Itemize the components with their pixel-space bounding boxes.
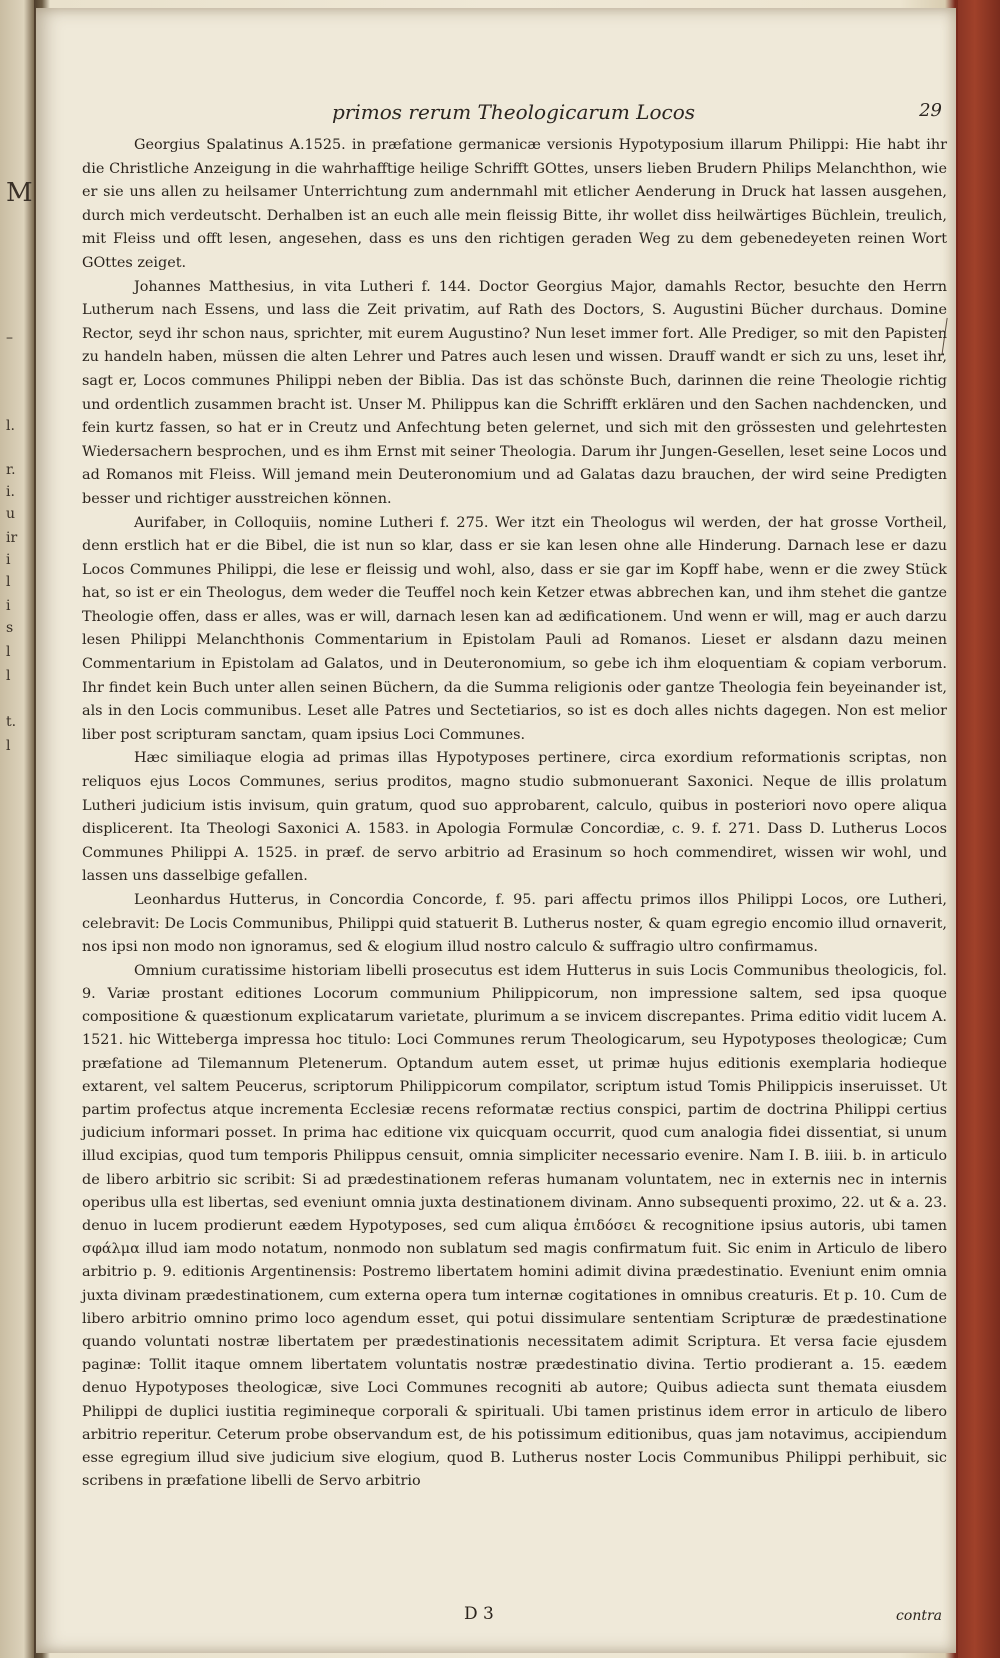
page-footer [82, 1604, 942, 1632]
facing-page-fragment: M [6, 178, 33, 208]
paragraph-saxonici: Hæc similiaque elogia ad primas illas Hypotyposes pertinere, circa exordium reformationis scriptas, non reliquos ejus Locos Communes, serius proditos, magno studio submonuerant Saxonici. Neque de illis prolatum Lutheri judicium istis invisum, quin gratum, quod suo approbarent, calculo, quibus in posteriori novo opere aliqua displicerent. Ita Theologi Saxonici A. 1583. in Apologia Formulæ Concordiæ, c. 9. f. 271. Dass D. Lutherus Locos Communes Philippi A. 1525. in præf. de servo arbitrio ad Erasinum so hoch commendiret, wissen wir wohl, und lassen uns dasselbige gefallen. [82, 750, 947, 885]
facing-page-fragment: l [6, 668, 11, 684]
catchword: contra [896, 1608, 942, 1624]
facing-page-fragment: s [6, 620, 14, 636]
paragraph-historia: Omnium curatissime historiam libelli prosecutus est idem Hutterus in suis Locis Communibus theologicis, fol. 9. Variæ prostant editiones Locorum communium Philippicorum, non impressione saltem, sed ipsa quoque compositione & quæstionum explicatarum varietate, plurimum a se invicem discrepantes. Prima editio vidit lucem A. 1521. hic Witteberga impressa hoc titulo: Loci Communes rerum Theologicarum, seu Hypotyposes theologicæ; Cum præfatione ad Tilemannum Pletenerum. Optandum autem esset, ut primæ hujus editionis exemplaria hodieque extarent, vel saltem Peucerus, scriptorum Philippicorum compilator, scriptum istud Tomis Philippicis inseruisset. Ut partim profectus atque incrementa Ecclesiæ recens reformatæ rectius conspici, partim de doctrina Philippi certius judicium informari posset. In prima hac editione vix quicquam occurrit, quod cum analogia fidei dissentiat, si unum illud excipias, quod tum temporis Philippus censuit, omnia simpliciter necessario evenire. Nam I. B. iiii. b. in articulo de libero arbitrio sic scribit: Si ad prædestinationem referas humanam voluntatem, nec in externis nec in internis operibus ulla est libertas, sed eveniunt omnia juxta destinationem divinam. Anno subsequenti proximo, 22. ut & a. 23. denuo in lucem prodierunt eædem Hypotyposes, sed cum aliqua ἐπιδόσει & recognitione ipsius autoris, ubi tamen σφάλμα illud iam modo notatum, nonmodo non sublatum sed magis confirmatum fuit. Sic enim in Articulo de libero arbitrio p. 9. editionis Argentinensis: Postremo libertatem homini adimit divina prædestinatio. Eveniunt enim omnia juxta divinam prædestinationem, cum externa opera tum internæ cogitationes in omnibus creaturis. Et p. 10. Cum de libero arbitrio omnino primo loco agendum esset, qui potui dissimulare sententiam Scripturæ de prædestinatione quando voluntati nostræ libertatem per prædestinationis necessitatem adimit Scriptura. Et versa facie ejusdem paginæ: Tollit itaque omnem libertatem voluntatis nostræ prædestinatio divina. Tertio prodierant a. 15. eædem denuo Hypotyposes theologicæ, sive Loci Communes recogniti ab autore; Quibus adiecta sunt themata eiusdem Philippi de duplici iustitia regimineque corporali & spirituali. Ubi tamen pristinus idem error in articulo de libero arbitrio reperitur. Ceterum probe observandum est, de his potissimum editionibus, quas jam notavimus, accipiendum esse egregium illud sive judicium sive elogium, quod B. Lutherus noster Locis Communibus Philippi perhibuit, sic scribens in præfatione libelli de Servo arbitrio [82, 962, 947, 1490]
red-page-edge [958, 0, 1000, 1658]
running-title: primos rerum Theologicarum Locos [332, 100, 695, 124]
page-body [82, 134, 947, 1604]
facing-page-fragment: u [6, 506, 16, 522]
signature-mark: D 3 [464, 1604, 494, 1624]
facing-page-fragment: l [6, 644, 11, 660]
facing-page-fragment: i [6, 598, 11, 614]
facing-page-edge [0, 0, 34, 1658]
paragraph-spalatinus: Georgius Spalatinus A.1525. in præfatione germanicæ versionis Hypotyposium illarum Philippi: Hie habt ihr die Christliche Anzeigung in die wahrhafftige heilige Schrifft GOttes, unsers lieben Brudern Philips Melanchthon, wie er sie uns allen zu heilsamer Unterrichtung zum andernmahl mit etlicher Aenderung in Druck hat lassen ausgehen, durch mich verdeutscht. Derhalben ist an euch alle mein fleissig Bitte, ihr wollet diss heilwärtiges Büchlein, treulich, mit Fleiss und offt lesen, angesehen, dass es uns den richtigen geraden Weg zu dem gebenedeyeten reinen Wort GOttes zeiget. [82, 137, 947, 271]
facing-page-fragment: ir [6, 530, 18, 546]
paragraph-matthesius: Johannes Matthesius, in vita Lutheri f. 144. Doctor Georgius Major, damahls Rector, besuchte den Herrn Lutherum nach Essens, und lass die Zeit privatim, auf Rath des Doctors, S. Augustini Bücher durchaus. Domine Rector, seyd ihr schon naus, sprichter, mit eurem Augustino? Nun leset immer fort. Alle Prediger, so mit den Papisten zu handeln haben, müssen die alten Lehrer und Patres auch lesen und wissen. Drauff wandt er sich zu uns, leset ihr, sagt er, Locos communes Philippi neben der Biblia. Das ist das schönste Buch, darinnen die reine Theologie richtig und ordentlich zusammen bracht ist. Unser M. Philippus kan die Schrifft erklären und den Sachen nachdencken, und fein kurtz fassen, so hat er in Creutz und Anfechtung beten gelernet, und sich mit den grössesten und gelehrtesten Wiedersachern besprochen, und es ihm Ernst mit seiner Theologia. Darum ihr Jungen-Gesellen, leset seine Locos und ad Romanos mit Fleiss. Will jemand mein Deuteronomium und ad Galatas dazu brauchen, der wird seine Predigten besser und richtiger ausstreichen können. [82, 278, 947, 507]
facing-page-fragment: l [6, 574, 11, 590]
running-head [82, 100, 942, 130]
facing-page-fragment: t. [6, 714, 17, 730]
facing-page-fragment: r. [6, 462, 16, 478]
paragraph-aurifaber: Aurifaber, in Colloquiis, nomine Lutheri f. 275. Wer itzt ein Theologus wil werden, der hat grosse Vortheil, denn erstlich hat er die Bibel, die ist nun so klar, dass er sie kan lesen ohne alle Hinderung. Darnach lese er dazu Locos Communes Philippi, die lese er fleissig und wohl, also, dass er sie gar im Kopff habe, wenn er die zwey Stück hat, so ist er ein Theologus, dem weder die Teuffel noch kein Ketzer etwas abbrechen kan, und ihm stehet die gantze Theologie offen, dass er alles, was er will, darnach lesen kan ad ædificationem. Und wenn er will, mag er auch darzu lesen Philippi Melanchthonis Commentarium in Epistolam Pauli ad Romanos. Lieset er alsdann dazu meinen Commentarium in Epistolam ad Galatos, und in Deuteronomium, so gebe ich ihm eloquentiam & copiam verborum. Ihr findet kein Buch unter allen seinen Büchern, da die Summa religionis oder gantze Theologia fein beyeinander ist, als in den Locis communibus. Leset alle Patres und Sectetiarios, so ist es doch alles nichts dagegen. Non est melior liber post scripturam sanctam, quam ipsius Loci Communes. [82, 514, 947, 743]
paragraph-hutterus: Leonhardus Hutterus, in Concordia Concorde, f. 95. pari affectu primos illos Philippi Locos, ore Lutheri, celebravit: De Locis Communibus, Philippi quid statuerit B. Lutherus noster, & quam egregio encomio illud ornaverit, nos ipsi non modo non ignoramus, sed & elogium illud nostro calculo & suffragio ultro confirmamus. [82, 892, 947, 956]
facing-page-fragment: l. [6, 418, 15, 434]
facing-page-fragment: i [6, 552, 11, 568]
facing-page-fragment: i. [6, 484, 15, 500]
facing-page-fragment: – [6, 330, 13, 346]
facing-page-fragment: l [6, 738, 11, 754]
page-number: 29 [919, 100, 942, 121]
